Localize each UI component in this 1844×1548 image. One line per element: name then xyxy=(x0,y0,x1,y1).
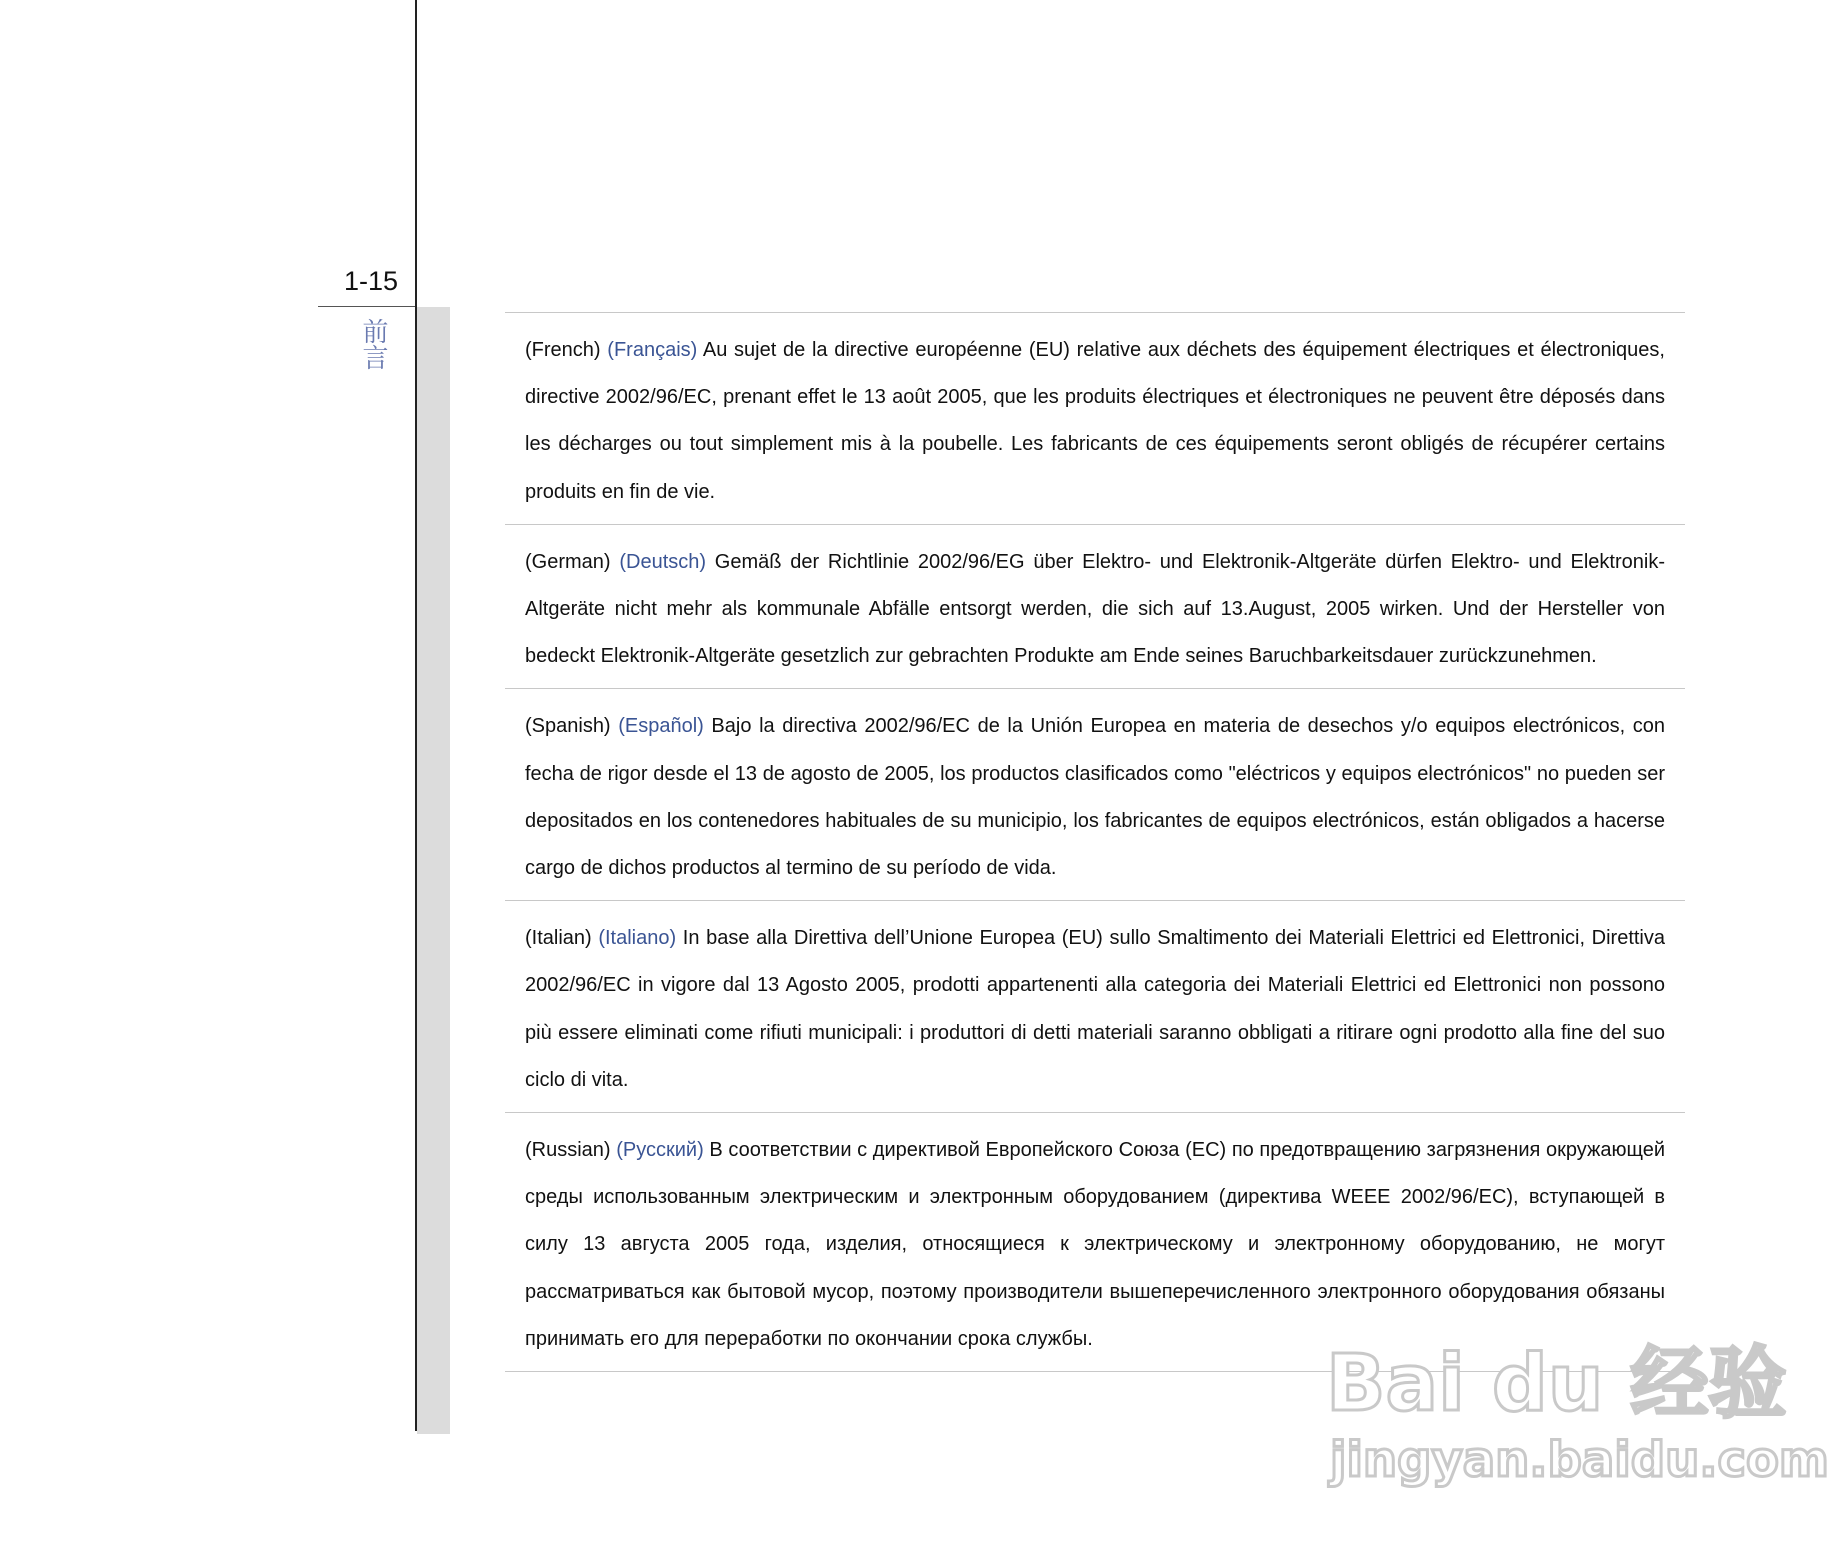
watermark-brand: Bai du 经验 xyxy=(1326,1339,1787,1429)
paragraph-text: Bajo la directiva 2002/96/EC de la Unión Europea en materia de desechos y/o equipos electrónicos, con fecha de rigor desde el 13 de agosto de 2005, los productos clasificados como "eléctricos y equipos electrónicos" no pueden ser depositados en los contenedores habituales de su municipio, los fabricantes de equipos electrónicos, están obligados a hacerse cargo de dichos productos al termino de su período de vida. xyxy=(525,715,1665,880)
language-label: (Russian) xyxy=(525,1139,611,1162)
paragraph-russian xyxy=(505,1113,1685,1372)
native-language-label: (Español) xyxy=(618,715,704,738)
paragraph-french xyxy=(505,313,1685,525)
baidu-jingyan-watermark xyxy=(1318,1338,1829,1488)
section-title: 前言 xyxy=(358,318,388,370)
paragraph-italian xyxy=(505,901,1685,1113)
native-language-label: (Deutsch) xyxy=(619,550,707,573)
native-language-label: (Français) xyxy=(607,339,698,361)
paragraph-text: Gemäß der Richtlinie 2002/96/EG über Elektro- und Elektronik-Altgeräte dürfen Elektro- und Elektronik-Altgeräte nicht mehr als kommunale Abfälle entsorgt werden, die sich auf 13.August, 2005 wirken. Und der Hersteller von bedeckt Elektronik-Altgeräte gesetzlich zur gebrachten Produkte am Ende seines Baruchbarkeitsdauer zurückzunehmen. xyxy=(525,550,1665,668)
native-language-label: (Русский) xyxy=(616,1139,704,1162)
language-label: (Italian) xyxy=(525,927,592,950)
paragraph-text: В соответствии с директивой Европейского Союза (ЕС) по предотвращению загрязнения окружающей среды использованным электрическим и электронным оборудованием (директива WEEE 2002/96/EC), вступающей в силу 13 августа 2005 года, изделия, относящиеся к электрическому и электронному оборудованию, не могут рассматриваться как бытовой мусор, поэтому производители вышеперечисленного электронного оборудования обязаны принимать его для переработки по окончании срока службы. xyxy=(525,1139,1666,1350)
page-number-rule xyxy=(318,306,415,307)
page-number: 1-15 xyxy=(343,266,398,296)
weee-statement-list xyxy=(505,312,1685,1372)
language-label: (German) xyxy=(525,550,611,573)
paragraph-german xyxy=(505,525,1685,690)
margin-shade-bar xyxy=(417,307,450,1434)
paragraph-text: In base alla Direttiva dell’Unione Europea (EU) sullo Smaltimento dei Materiali Elettrici ed Elettronici, Direttiva 2002/96/EC in vigore dal 13 Agosto 2005, prodotti appartenenti alla categoria dei Materiali Elettrici ed Elettronici non possono più essere eliminati come rifiuti municipali: i produttori di detti materiali saranno obbligati a ritirare ogni prodotto alla fine del suo ciclo di vita. xyxy=(525,927,1665,1091)
native-language-label: (Italiano) xyxy=(598,927,677,950)
language-label: (French) xyxy=(525,339,601,361)
language-label: (Spanish) xyxy=(525,715,611,738)
paragraph-spanish xyxy=(505,689,1685,901)
paragraph-text: Au sujet de la directive européenne (EU) relative aux déchets des équipement électriques et électroniques, directive 2002/96/EC, prenant effet le 13 août 2005, que les produits électriques et électroniques ne peuvent être déposés dans les décharges ou tout simplement mis à la poubelle. Les fabricants de ces équipements seront obligés de récupérer certains produits en fin de vie. xyxy=(525,339,1665,503)
watermark-url: jingyan.baidu.com xyxy=(1330,1432,1829,1488)
